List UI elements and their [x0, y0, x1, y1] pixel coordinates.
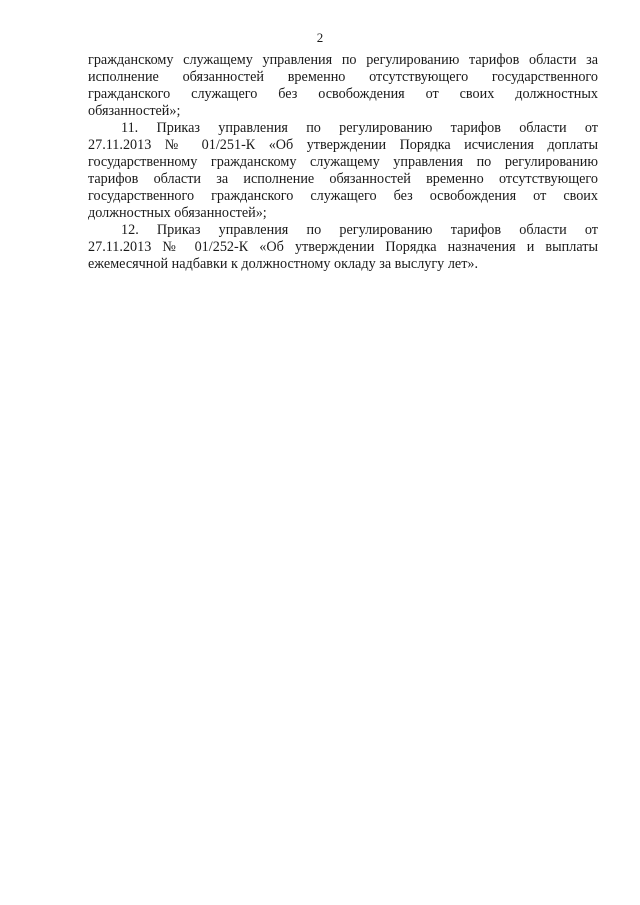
text-line: гражданского служащего без освобождения от своих должностных: [88, 86, 598, 102]
text-line: гражданскому служащему управления по регулированию тарифов области за: [88, 52, 598, 68]
text-line: тарифов области за исполнение обязанностей временно отсутствующего: [88, 171, 598, 187]
text-line: государственного гражданского служащего без освобождения от своих: [88, 188, 598, 204]
text-line: 12. Приказ управления по регулированию тарифов области от: [121, 222, 598, 238]
text-line: 27.11.2013 № 01/252-К «Об утверждении Порядка назначения и выплаты: [88, 239, 598, 255]
text-line: 11. Приказ управления по регулированию тарифов области от: [121, 120, 598, 136]
paragraph-item-12: [88, 222, 598, 273]
text-line: ежемесячной надбавки к должностному окладу за выслугу лет».: [88, 256, 479, 272]
text-line: государственному гражданскому служащему управления по регулированию: [88, 154, 598, 170]
document-body: [88, 52, 598, 273]
text-line: должностных обязанностей»;: [88, 205, 267, 221]
text-line: исполнение обязанностей временно отсутствующего государственного: [88, 69, 598, 85]
text-line: обязанностей»;: [88, 103, 181, 119]
paragraph-item-11: [88, 120, 598, 222]
page-number: 2: [316, 30, 324, 45]
text-line: 27.11.2013 № 01/251-К «Об утверждении Порядка исчисления доплаты: [88, 137, 598, 153]
paragraph-continuation: [88, 52, 598, 120]
